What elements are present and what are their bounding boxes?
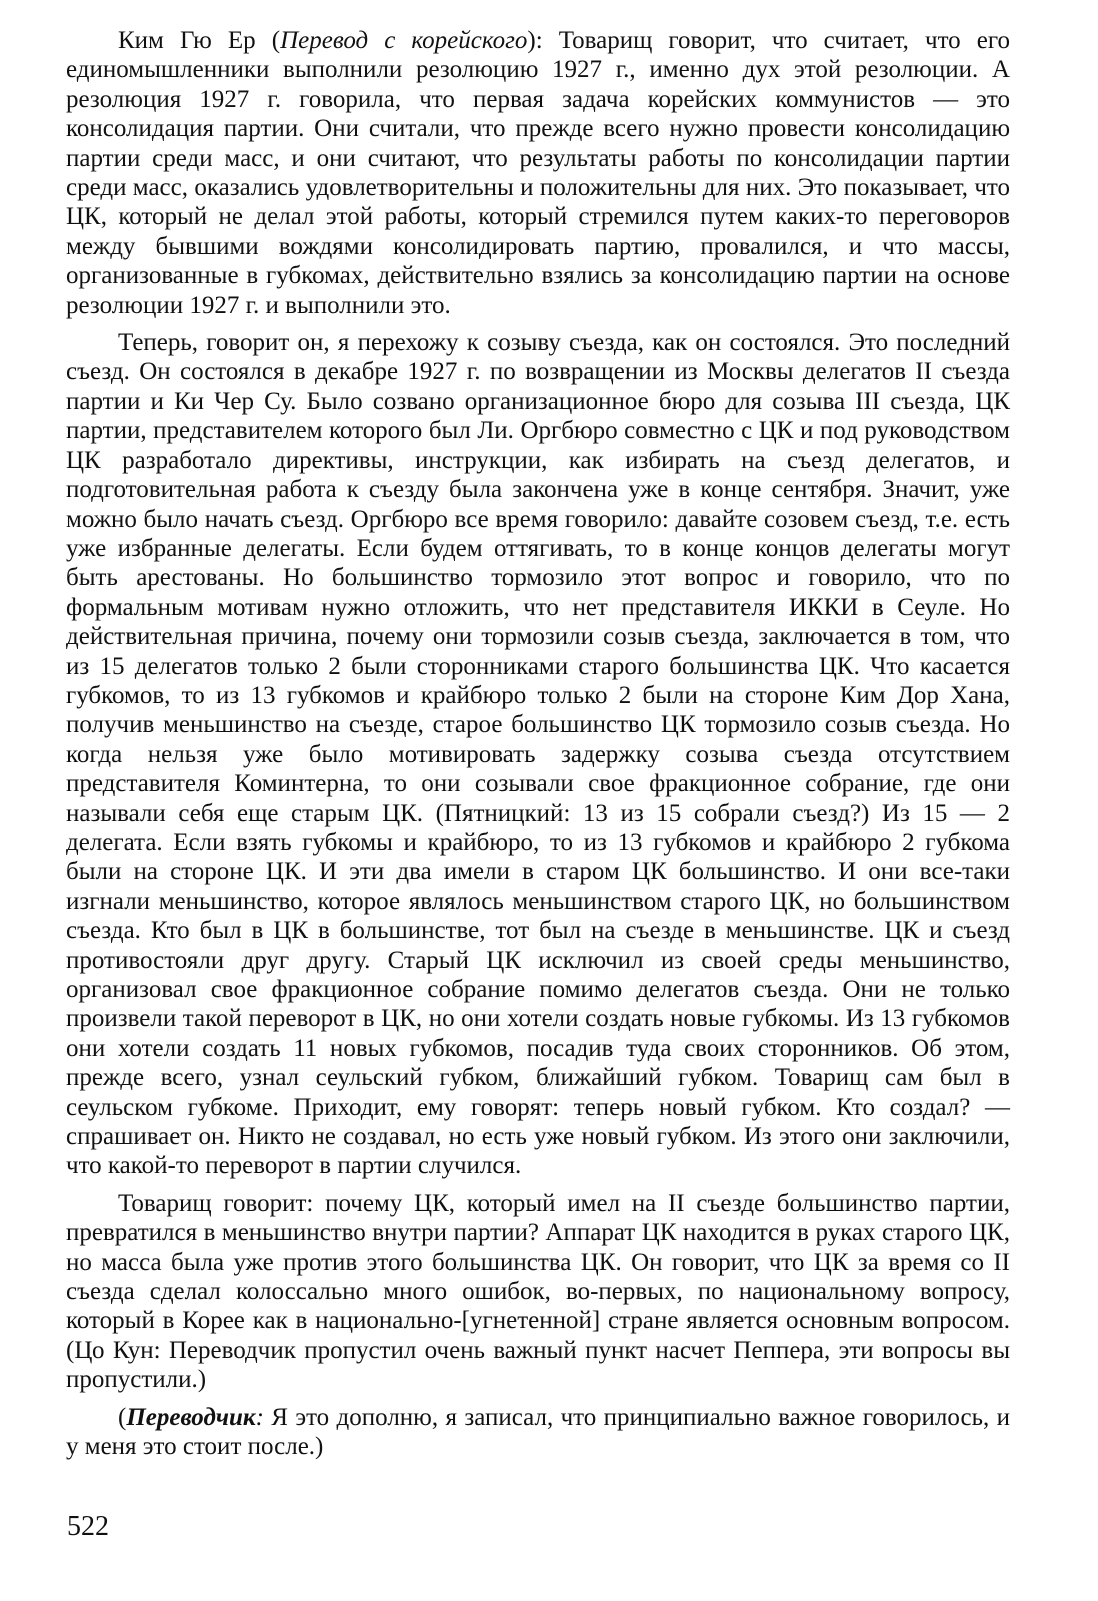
translator-label: Переводчик (126, 1403, 256, 1431)
paragraph-text: Я это дополню, я записал, что принципиально важное говорилось, и у меня это стоит после.) (66, 1403, 1011, 1461)
paragraph-text: Товарищ говорит: почему ЦК, который имел на II съезде большинство партии, превратился в меньшинство внутри партии? Аппарат ЦК находится в руках старого ЦК, но масса была уже против этого большинства ЦК. Он говорит, что ЦК за время со II съезда сделал колоссально много ошибок, во-первых, по национальному вопросу, который в Корее как в национально-[угнетенной] стране является основным вопросом. (Цо Кун: Переводчик пропустил очень важный пункт насчет Пеппера, эти вопросы вы пропустили.) (66, 1189, 1010, 1394)
paragraph-text: Товарищ говорит, что считает, что его единомышленники выполнили резолюцию 1927 г., именно дух этой резолюции. А резолюция 1927 г. говорила, что первая задача корейских коммунистов — это консолидация партии. Они считали, что прежде всего нужно провести консолидацию партии среди масс, и они считают, что результаты работы по консолидации партии среди масс, оказались удовлетворительны и положительны для них. Это показывает, что ЦК, который не делал этой работы, который стремился путем каких-то переговоров между бывшими вождями консолидировать партию, провалился, и что массы, организованные в губкомах, действительно взялись за консолидацию партии на основе резолюции 1927 г. и выполнили это. (66, 27, 1010, 319)
paragraph-4: (Переводчик: Я это дополню, я записал, что принципиально важное говорилось, и у меня это стоит после.) (66, 1403, 1011, 1461)
paragraph-1: Ким Гю Ер (Перевод с корейского): Товарищ говорит, что считает, что его единомышленники выполнили резолюцию 1927 г., именно дух этой резолюции. А резолюция 1927 г. говорила, что первая задача корейских коммунистов — это консолидация партии. Они считали, что прежде всего нужно провести консолидацию партии среди масс, и они считают, что результаты работы по консолидации партии среди масс, оказались удовлетворительны и положительны для них. Это показывает, что ЦК, который не делал этой работы, который стремился путем каких-то переговоров между бывшими вождями консолидировать партию, провалился, и что массы, организованные в губкомах, действительно взялись за консолидацию партии на основе резолюции 1927 г. и выполнили это. (66, 27, 1010, 319)
speaker-name: Ким Гю Ер (118, 27, 256, 54)
translation-note: Перевод с корейского (280, 27, 528, 54)
paragraph-3 (66, 1189, 1010, 1395)
paragraph-2 (66, 328, 1010, 1181)
page-number: 522 (67, 1511, 109, 1542)
paragraph-text: Теперь, говорит он, я перехожу к созыву съезда, как он состоялся. Это последний съезд. Он состоялся в декабре 1927 г. по возвращении из Москвы делегатов II съезда партии и Ки Чер Су. Было созвано организационное бюро для созыва III съезда, ЦК партии, представителем которого был Ли. Оргбюро совместно с ЦК и под руководством ЦК разработало директивы, инструкции, как избирать на съезд делегатов, и подготовительная работа к съезду была закончена уже в конце сентября. Значит, уже можно было начать съезд. Оргбюро все время говорило: давайте созовем съезд, т.е. есть уже избранные делегаты. Если будем оттягивать, то в конце концов делегаты могут быть арестованы. Но большинство тормозило этот вопрос и говорило, что по формальным мотивам нужно отложить, что нет представителя ИККИ в Сеуле. Но действительная причина, почему они тормозили созыв съезда, заключается в том, что из 15 делегатов только 2 были сторонниками старого большинства ЦК. Что касается губкомов, то из 13 губкомов и крайбюро только 2 были на стороне Ким Дор Хана, получив меньшинство на съезде, старое большинство ЦК тормозило созыв съезда. Но когда нельзя уже было мотивировать задержку созыва съезда отсутствием представителя Коминтерна, то они созывали свое фракционное собрание, где они называли себя еще старым ЦК. (Пятницкий: 13 из 15 собрали съезд?) Из 15 — 2 делегата. Если взять губкомы и крайбюро, то из 13 губкомов и крайбюро 2 губкома были на стороне ЦК. И эти два имели в старом ЦК большинство. И они все-таки изгнали меньшинство, которое являлось меньшинством старого ЦК, но большинством съезда. Кто был в ЦК в большинстве, тот был на съезде в меньшинстве. ЦК и съезд противостояли друг другу. Старый ЦК исключил из своей среды меньшинство, организовал свое фракционное собрание помимо делегатов съезда. Они не только произвели такой переворот в ЦК, но они хотели создать новые губкомы. Из 13 губкомов они хотели создать 11 новых губкомов, посадив туда своих сторонников. Об этом, прежде всего, узнал сеульский губком, ближайший губком. Товарищ сам был в сеульском губкоме. Приходит, ему говорят: теперь новый губком. Кто создал? — спрашивает он. Никто не создавал, но есть уже новый губком. Из этого они заключили, что какой-то переворот в партии случился. (66, 329, 1010, 1180)
document-body (66, 26, 1010, 1462)
